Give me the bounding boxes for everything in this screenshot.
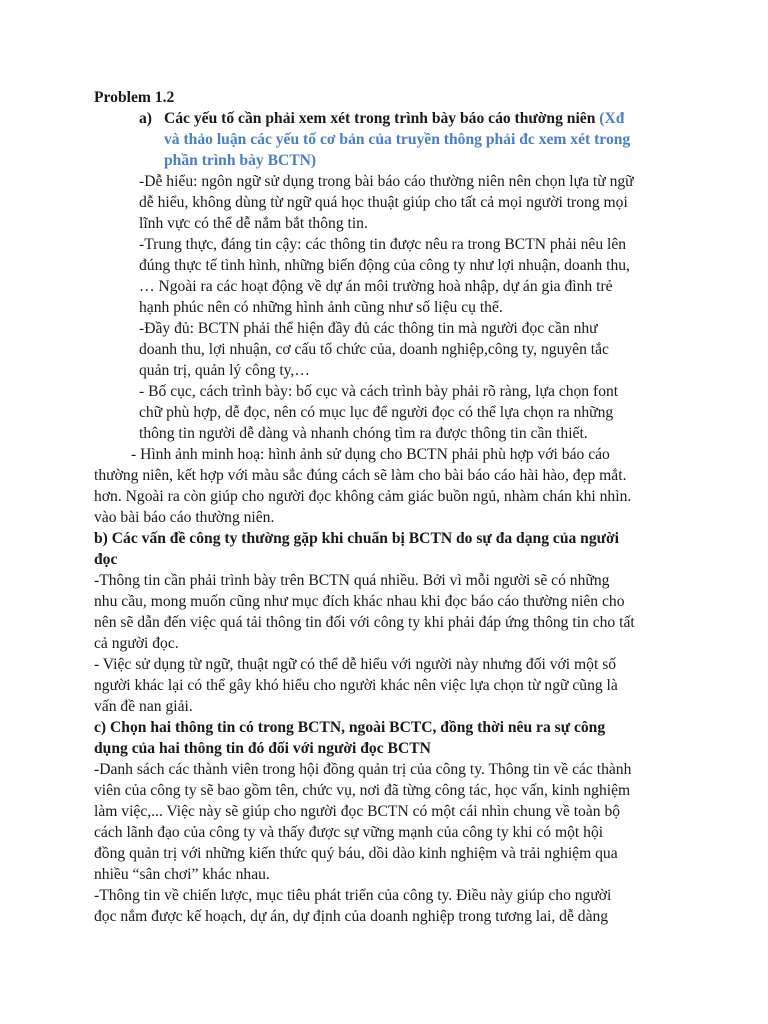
section-b-line: cả người đọc. [94, 635, 179, 652]
section-a-image-line: hơn. Ngoài ra còn giúp cho người đọc không cảm giác buồn ngủ, nhàm chán khi nhìn. [94, 488, 632, 505]
section-b-heading-line-2: đọc [94, 551, 118, 568]
section-c-line: làm việc,... Việc này sẽ giúp cho người đọc BCTN có một cái nhìn chung về toàn bộ [94, 803, 621, 820]
section-b-line: nhu cầu, mong muốn cũng như mục đích khác nhau khi đọc báo cáo thường niên cho [94, 593, 625, 610]
section-c-line: -Danh sách các thành viên trong hội đồng quản trị của công ty. Thông tin về các thành [94, 761, 632, 778]
section-a-line: thông tin người dễ dàng và nhanh chóng tìm ra được thông tin cần thiết. [139, 425, 588, 442]
section-a-line: -Đầy đủ: BCTN phải thể hiện đầy đủ các thông tin mà người đọc cần như [139, 320, 598, 337]
section-b-line: người khác lại có thể gây khó hiểu cho người khác nên việc lựa chọn từ ngữ cũng là [94, 677, 618, 694]
section-a-line: -Trung thực, đáng tin cậy: các thông tin được nêu ra trong BCTN phải nêu lên [139, 236, 627, 253]
section-a-image-line: vào bài báo cáo thường niên. [94, 509, 275, 526]
section-c-line: đồng quản trị với những kiến thức quý báu, dồi dào kinh nghiệm và trải nghiệm qua [94, 845, 618, 862]
section-a-line: dễ hiểu, không dùng từ ngữ quá học thuật giúp cho tất cả mọi người trong mọi [139, 194, 628, 211]
section-a-line: đúng thực tế tình hình, những biến động của công ty như lợi nhuận, doanh thu, [139, 257, 630, 274]
section-a-line: doanh thu, lợi nhuận, cơ cấu tổ chức của, doanh nghiệp,công ty, nguyên tắc [139, 341, 609, 358]
section-b-line: vấn đề nan giải. [94, 698, 193, 715]
section-b-line: -Thông tin cần phải trình bày trên BCTN quá nhiều. Bởi vì mỗi người sẽ có những [94, 572, 610, 589]
section-c-line: -Thông tin về chiến lược, mục tiêu phát triển của công ty. Điều này giúp cho người [94, 887, 612, 904]
section-b-heading-line-1: b) Các vấn đề công ty thường gặp khi chuẩn bị BCTN do sự đa dạng của người [94, 530, 619, 547]
section-a-label: a) [139, 110, 152, 127]
section-a-line: chữ phù hợp, dễ đọc, nên có mục lục để người đọc có thể lựa chọn ra những [139, 404, 614, 421]
section-a-line: - Bố cục, cách trình bày: bố cục và cách trình bày phải rõ ràng, lựa chọn font [139, 383, 619, 400]
section-a-heading-note-line-2: và thảo luận các yếu tố cơ bản của truyền thông phải đc xem xét trong [164, 131, 631, 148]
section-b-line: - Việc sử dụng từ ngữ, thuật ngữ có thể dễ hiểu với người này nhưng đối với một số [94, 656, 617, 673]
section-c-line: đọc nắm được kế hoạch, dự án, dự định của doanh nghiệp trong tương lai, dễ dàng [94, 908, 609, 925]
section-a-image-line: thường niên, kết hợp với màu sắc đúng cách sẽ làm cho bài báo cáo hài hào, đẹp mắt. [94, 467, 627, 484]
section-a-line: … Ngoài ra các hoạt động về dự án môi trường hoà nhập, dự án gia đình trẻ [139, 278, 613, 295]
section-a-heading-bold: Các yếu tố cần phải xem xét trong trình bày báo cáo thường niên [164, 110, 600, 127]
problem-title: Problem 1.2 [94, 89, 175, 106]
section-c-heading-line-1: c) Chọn hai thông tin có trong BCTN, ngoài BCTC, đồng thời nêu ra sự công [94, 719, 606, 736]
section-a-heading-note-line-3: phần trình bày BCTN) [164, 152, 317, 169]
section-a-line: quản trị, quản lý công ty,… [139, 362, 310, 379]
section-a-line: lĩnh vực có thể dễ nắm bắt thông tin. [139, 215, 368, 232]
section-a-heading-line-1 [164, 109, 624, 129]
section-c-line: cách lãnh đạo của công ty và thấy được sự vững mạnh của công ty khi có một hội [94, 824, 604, 841]
section-a-heading-note-start: (Xđ [599, 110, 625, 127]
section-b-line: nên sẽ dẫn đến việc quá tải thông tin đối với công ty khi phải đáp ứng thông tin cho tất [94, 614, 635, 631]
section-c-line: nhiều “sân chơi” khác nhau. [94, 866, 270, 883]
section-a-image-item: - Hình ảnh minh hoạ: hình ảnh sử dụng cho BCTN phải phù hợp với báo cáo [131, 446, 610, 463]
section-c-line: viên của công ty sẽ bao gồm tên, chức vụ, nơi đã từng công tác, học vấn, kinh nghiệm [94, 782, 631, 799]
section-a-line: -Dễ hiểu: ngôn ngữ sử dụng trong bài báo cáo thường niên nên chọn lựa từ ngữ [139, 173, 634, 190]
section-c-heading-line-2: dụng của hai thông tin đó đối với người đọc BCTN [94, 740, 431, 757]
section-a-line: hạnh phúc nên có những hình ảnh cũng như số liệu cụ thể. [139, 299, 503, 316]
